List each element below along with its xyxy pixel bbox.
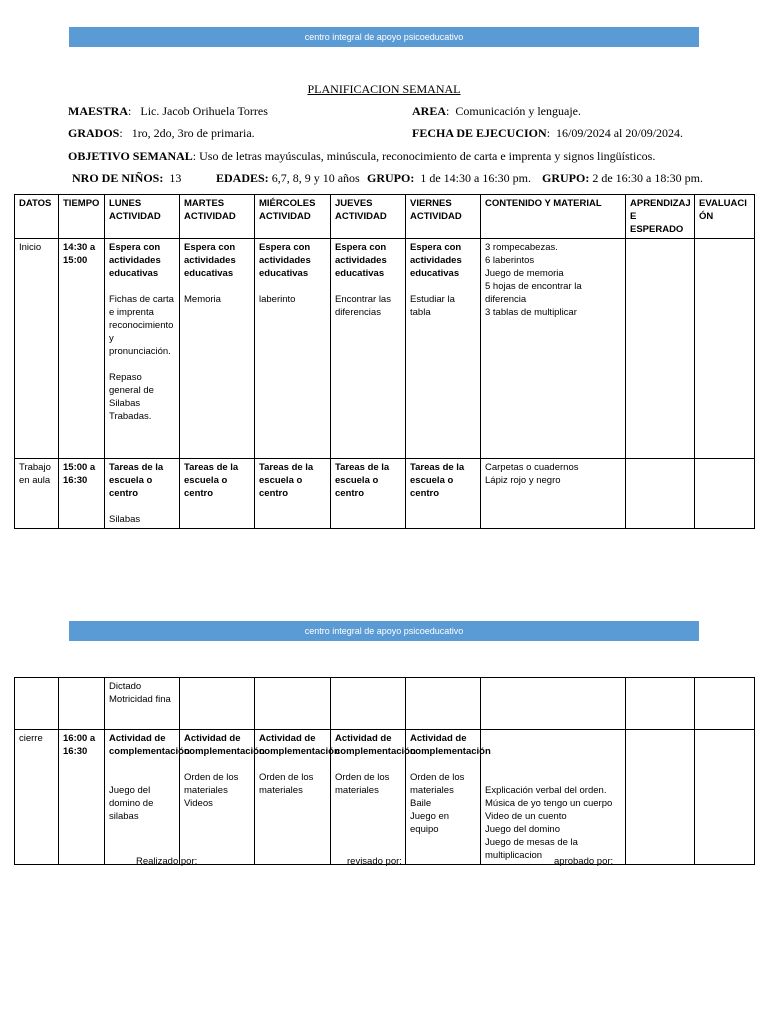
cell-martes bbox=[180, 678, 255, 730]
header-banner bbox=[69, 27, 699, 47]
activity-detail: Encontrar las diferencias bbox=[335, 294, 391, 318]
nro-label: NRO DE NIÑOS: bbox=[72, 171, 164, 185]
planning-table bbox=[14, 194, 755, 529]
activity-detail: Orden de los materiales bbox=[259, 772, 314, 796]
grupo2-label: GRUPO: bbox=[542, 171, 590, 185]
cell-tiempo: 16:00 a 16:30 bbox=[59, 730, 105, 865]
cell-martes bbox=[180, 730, 265, 865]
activity-title: Actividad de complementación bbox=[184, 733, 265, 757]
activity-detail: Fichas de carta e imprenta reconocimiento y pronunciación. Repaso general de Silabas Trabadas. bbox=[109, 294, 174, 422]
cell-lunes: Dictado Motricidad fina bbox=[105, 678, 180, 730]
grupo1-value: 1 de 14:30 a 16:30 pm. bbox=[420, 171, 531, 185]
activity-detail: laberinto bbox=[259, 294, 296, 305]
col-header: JUEVES ACTIVIDAD bbox=[331, 195, 406, 239]
banner-text: centro integral de apoyo psicoeducativo bbox=[304, 32, 464, 42]
grados-label: GRADOS bbox=[68, 126, 120, 140]
objetivo-label: OBJETIVO SEMANAL bbox=[68, 149, 193, 163]
cell-lunes bbox=[105, 730, 190, 865]
col-header: APRENDIZAJ E ESPERADO bbox=[626, 195, 695, 239]
area-value: Comunicación y lenguaje. bbox=[455, 104, 581, 118]
cell-jueves bbox=[331, 678, 406, 730]
col-header: VIERNES ACTIVIDAD bbox=[406, 195, 481, 239]
table-row bbox=[15, 459, 755, 529]
grados-line: GRADOS: 1ro, 2do, 3ro de primaria. bbox=[68, 126, 255, 140]
table-row bbox=[15, 730, 755, 865]
activity-detail: Orden de los materiales Baile Juego en equipo bbox=[410, 772, 465, 835]
cell-aprendizaje bbox=[626, 678, 695, 730]
col-header: EVALUACI ÓN bbox=[695, 195, 755, 239]
maestra-value: Lic. Jacob Orihuela Torres bbox=[140, 104, 268, 118]
cell-aprendizaje bbox=[626, 239, 695, 459]
realizado-label: Realizado por: bbox=[136, 856, 198, 867]
activity-title: Espera con actividades educativas bbox=[259, 242, 311, 279]
objetivo-line: OBJETIVO SEMANAL: Uso de letras mayúsculas, minúscula, reconocimiento de carta e imprenta y signos lingüísticos. bbox=[68, 149, 656, 163]
activity-title: Espera con actividades educativas bbox=[335, 242, 387, 279]
activity-title: Actividad de complementación bbox=[109, 733, 190, 757]
cell-contenido bbox=[481, 730, 626, 865]
grupo1-label: GRUPO: bbox=[367, 171, 415, 185]
grados-value: 1ro, 2do, 3ro de primaria. bbox=[131, 126, 255, 140]
cell-martes bbox=[180, 239, 255, 459]
edades-value: 6,7, 8, 9 y 10 años bbox=[271, 171, 360, 185]
revisado-label: revisado por: bbox=[347, 856, 402, 867]
activity-title: Actividad de complementación bbox=[335, 733, 416, 757]
nro-value: 13 bbox=[169, 171, 182, 185]
grupo1-line bbox=[367, 171, 531, 186]
cell-tiempo: 15:00 a 16:30 bbox=[59, 459, 105, 529]
cell-viernes bbox=[406, 678, 481, 730]
maestra-line: MAESTRA: Lic. Jacob Orihuela Torres bbox=[68, 104, 268, 118]
cell-miercoles bbox=[255, 730, 340, 865]
cell-lunes bbox=[105, 239, 180, 459]
cell-viernes bbox=[406, 239, 481, 459]
cell-jueves: Tareas de la escuela o centro bbox=[331, 459, 406, 529]
activity-detail: Silabas bbox=[109, 514, 141, 525]
activity-title: Actividad de complementación bbox=[259, 733, 340, 757]
cell-miercoles bbox=[255, 678, 331, 730]
cell-evaluacion bbox=[695, 678, 755, 730]
banner-text: centro integral de apoyo psicoeducativo bbox=[304, 626, 464, 636]
cell-contenido: Carpetas o cuadernos Lápiz rojo y negro bbox=[481, 459, 626, 529]
contenido-detail: Explicación verbal del orden. Música de yo tengo un cuerpo Video de un cuento Juego del domino Juego de mesas de la multiplicacion bbox=[485, 785, 613, 861]
activity-title: Espera con actividades educativas bbox=[109, 242, 161, 279]
aprobado-label: aprobado por: bbox=[554, 856, 614, 867]
document-title: PLANIFICACION SEMANAL bbox=[307, 82, 461, 96]
col-header: CONTENIDO Y MATERIAL bbox=[481, 195, 626, 239]
header-row bbox=[15, 195, 755, 239]
col-header: MIÉRCOLES ACTIVIDAD bbox=[255, 195, 331, 239]
edades-label: EDADES: bbox=[216, 171, 269, 185]
cell-martes: Tareas de la escuela o centro bbox=[180, 459, 255, 529]
activity-detail: Juego del domino de silabas bbox=[109, 785, 154, 822]
cell-jueves bbox=[331, 239, 406, 459]
cell-miercoles: Tareas de la escuela o centro bbox=[255, 459, 331, 529]
header-banner bbox=[69, 621, 699, 641]
cell-tiempo bbox=[59, 678, 105, 730]
grupo2-value: 2 de 16:30 a 18:30 pm. bbox=[592, 171, 703, 185]
cell-lunes bbox=[105, 459, 180, 529]
table-row bbox=[15, 678, 755, 730]
cell-aprendizaje bbox=[626, 730, 695, 865]
maestra-label: MAESTRA bbox=[68, 104, 129, 118]
activity-detail: Estudiar la tabla bbox=[410, 294, 455, 318]
cell-datos: cierre bbox=[15, 730, 59, 865]
activity-title: Tareas de la escuela o centro bbox=[109, 462, 164, 499]
planning-table-continued bbox=[14, 677, 755, 865]
cell-tiempo: 14:30 a 15:00 bbox=[59, 239, 105, 459]
cell-datos: Trabajo en aula bbox=[15, 459, 59, 529]
activity-detail: Orden de los materiales Videos bbox=[184, 772, 239, 809]
area-label: AREA bbox=[412, 104, 447, 118]
cell-miercoles bbox=[255, 239, 331, 459]
col-header: DATOS bbox=[15, 195, 59, 239]
fecha-label: FECHA DE EJECUCION bbox=[412, 126, 547, 140]
cell-contenido: 3 rompecabezas. 6 laberintos Juego de memoria 5 hojas de encontrar la diferencia 3 tablas de multiplicar bbox=[481, 239, 626, 459]
cell-evaluacion bbox=[695, 239, 755, 459]
fecha-value: 16/09/2024 al 20/09/2024. bbox=[556, 126, 684, 140]
cell-evaluacion bbox=[695, 730, 755, 865]
activity-detail: Orden de los materiales bbox=[335, 772, 390, 796]
activity-title: Espera con actividades educativas bbox=[184, 242, 236, 279]
cell-jueves bbox=[331, 730, 416, 865]
cell-contenido bbox=[481, 678, 626, 730]
area-line: AREA: Comunicación y lenguaje. bbox=[412, 104, 581, 118]
edades-line bbox=[216, 171, 360, 186]
activity-title: Actividad de complementación bbox=[410, 733, 491, 757]
col-header: LUNES ACTIVIDAD bbox=[105, 195, 180, 239]
objetivo-value: Uso de letras mayúsculas, minúscula, reconocimiento de carta e imprenta y signos lingüísticos. bbox=[199, 149, 656, 163]
cell-viernes: Tareas de la escuela o centro bbox=[406, 459, 481, 529]
fecha-line: FECHA DE EJECUCION: 16/09/2024 al 20/09/2024. bbox=[412, 126, 684, 140]
cell-datos bbox=[15, 678, 59, 730]
cell-evaluacion bbox=[695, 459, 755, 529]
cell-viernes bbox=[406, 730, 491, 865]
activity-title: Espera con actividades educativas bbox=[410, 242, 462, 279]
col-header: MARTES ACTIVIDAD bbox=[180, 195, 255, 239]
nro-line bbox=[72, 171, 181, 186]
activity-detail: Memoria bbox=[184, 294, 221, 305]
col-header: TIEMPO bbox=[59, 195, 105, 239]
table-row bbox=[15, 239, 755, 459]
cell-datos: Inicio bbox=[15, 239, 59, 459]
cell-aprendizaje bbox=[626, 459, 695, 529]
grupo2-line bbox=[542, 171, 703, 186]
